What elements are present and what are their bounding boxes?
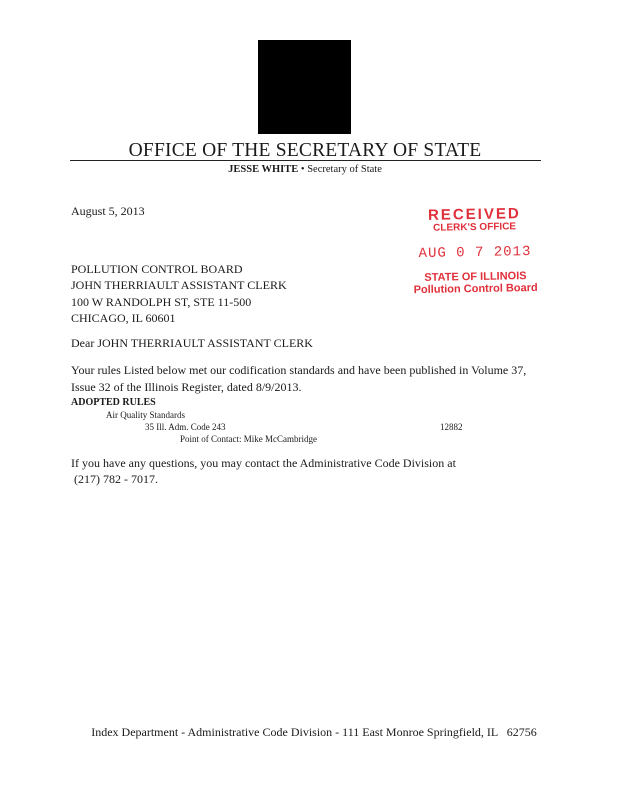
office-title: OFFICE OF THE SECRETARY OF STATE xyxy=(128,140,482,161)
stamp-board: Pollution Control Board xyxy=(413,281,538,297)
address-line: JOHN THERRIAULT ASSISTANT CLERK xyxy=(71,278,287,293)
rules-heading: ADOPTED RULES xyxy=(71,397,156,408)
address-line: POLLUTION CONTROL BOARD xyxy=(71,262,243,276)
stamp-date: AUG 0 7 2013 xyxy=(418,244,532,262)
header-divider xyxy=(70,160,541,161)
rules-category: Air Quality Standards xyxy=(106,410,185,420)
state-seal xyxy=(258,40,351,134)
body-line: Your rules Listed below met our codification standards and have been published in Volume 37, xyxy=(71,363,527,377)
rules-contact: Point of Contact: Mike McCambridge xyxy=(180,434,317,444)
letter-date: August 5, 2013 xyxy=(71,204,145,218)
contact-line: If you have any questions, you may contact the Administrative Code Division at xyxy=(71,456,456,470)
rules-page-number: 12882 xyxy=(440,422,463,432)
salutation: Dear JOHN THERRIAULT ASSISTANT CLERK xyxy=(71,336,313,350)
received-stamp xyxy=(409,206,541,296)
stamp-received: RECEIVED xyxy=(427,205,521,224)
bullet-separator: • xyxy=(300,164,305,175)
body-line: Issue 32 of the Illinois Register, dated 8/9/2013. xyxy=(71,379,302,394)
recipient-address xyxy=(71,261,287,326)
letter-body xyxy=(71,362,549,395)
secretary-line xyxy=(0,164,610,175)
address-line: CHICAGO, IL 60601 xyxy=(71,310,176,325)
rules-code: 35 Ill. Adm. Code 243 xyxy=(145,422,226,432)
stamp-clerk-office: CLERK'S OFFICE xyxy=(433,221,517,234)
stamp-state: STATE OF ILLINOIS xyxy=(424,270,527,284)
secretary-title: Secretary of State xyxy=(307,164,382,175)
contact-paragraph xyxy=(71,455,549,487)
footer-address: Index Department - Administrative Code Division - 111 East Monroe Springfield, IL 62756 xyxy=(91,725,537,739)
contact-line: (217) 782 - 7017. xyxy=(71,472,158,486)
address-line: 100 W RANDOLPH ST, STE 11-500 xyxy=(71,294,252,309)
secretary-name: JESSE WHITE xyxy=(228,164,299,175)
